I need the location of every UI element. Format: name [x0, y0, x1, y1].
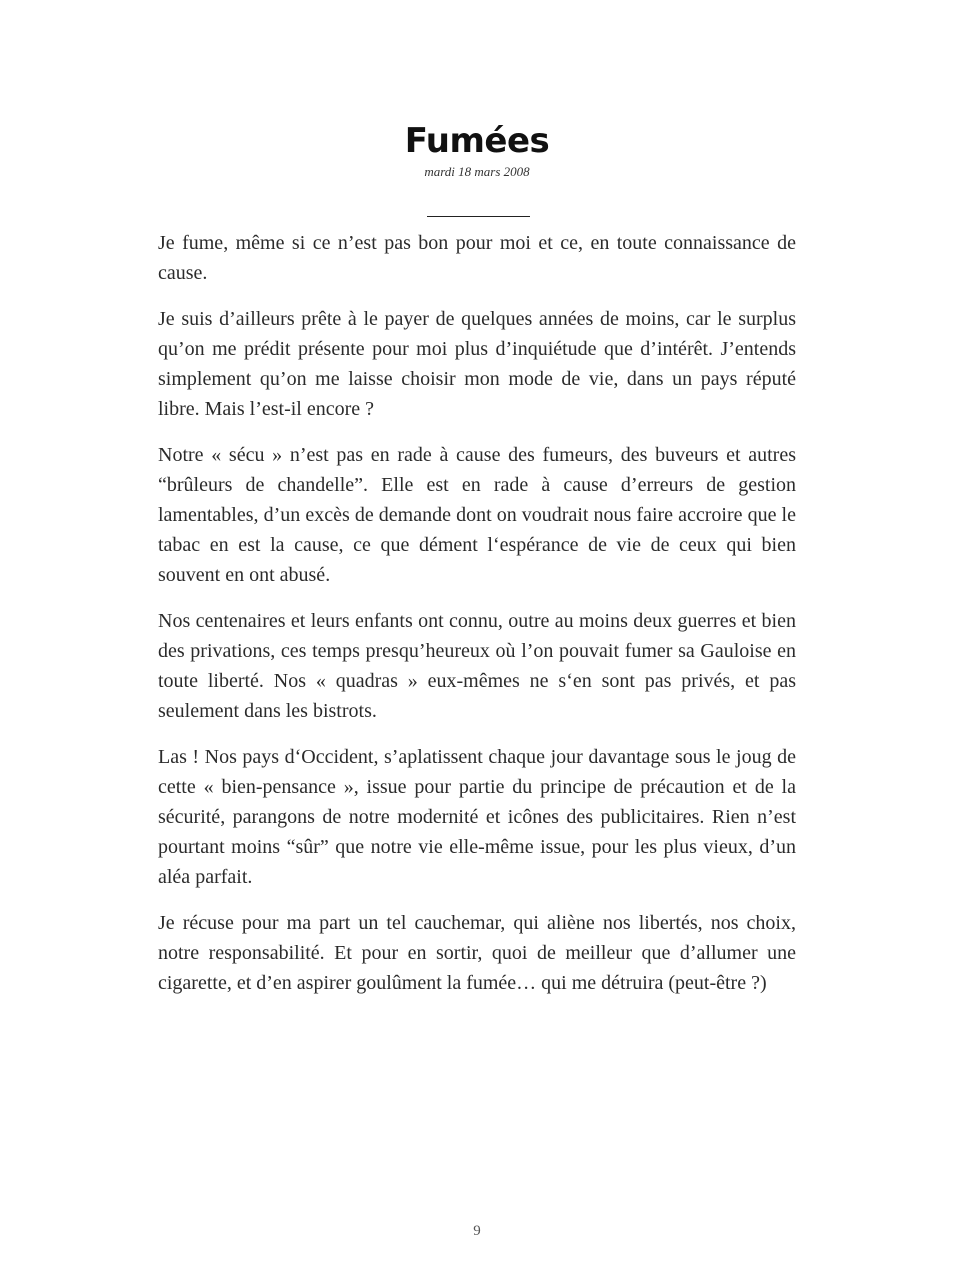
title-separator-rule — [427, 216, 530, 217]
paragraph: Notre « sécu » n’est pas en rade à cause des fumeurs, des buveurs et autres “brûleurs de chandelle”. Elle est en rade à cause d’erreurs de gestion lamentables, d’un excès de demande dont on voudrait nous faire accroire que le tabac en est la cause, ce que dément l‘espérance de vie de ceux qui bien souvent en ont abusé. — [158, 444, 796, 586]
article-body — [158, 228, 796, 1014]
article-header — [0, 118, 954, 180]
article-title: Fumées — [404, 121, 550, 161]
paragraph: Je récuse pour ma part un tel cauchemar, qui aliène nos libertés, nos choix, notre responsabilité. Et pour en sortir, quoi de meilleur que d’allumer une cigarette, et d’en aspirer goulûment la fumée… qui me détruira (peut-être ?) — [158, 912, 796, 994]
article-date: mardi 18 mars 2008 — [424, 164, 530, 179]
paragraph: Je fume, même si ce n’est pas bon pour moi et ce, en toute connaissance de cause. — [158, 232, 796, 284]
paragraph: Las ! Nos pays d‘Occident, s’aplatissent chaque jour davantage sous le joug de cette « bien-pensance », issue pour partie du principe de précaution et de la sécurité, parangons de notre modernité et icônes des publicitaires. Rien n’est pourtant moins “sûr” que notre vie elle-même issue, pour les plus vieux, d’un aléa parfait. — [158, 746, 796, 888]
paragraph: Nos centenaires et leurs enfants ont connu, outre au moins deux guerres et bien des privations, ces temps presqu’heureux où l’on pouvait fumer sa Gauloise en toute liberté. Nos « quadras » eux-mêmes ne s‘en sont pas privés, et pas seulement dans les bistrots. — [158, 610, 796, 722]
page-number: 9 — [473, 1223, 481, 1239]
paragraph: Je suis d’ailleurs prête à le payer de quelques années de moins, car le surplus qu’on me prédit présente pour moi plus d’inquiétude que d’intérêt. J’entends simplement qu’on me laisse choisir mon mode de vie, dans un pays réputé libre. Mais l’est-il encore ? — [158, 308, 796, 420]
